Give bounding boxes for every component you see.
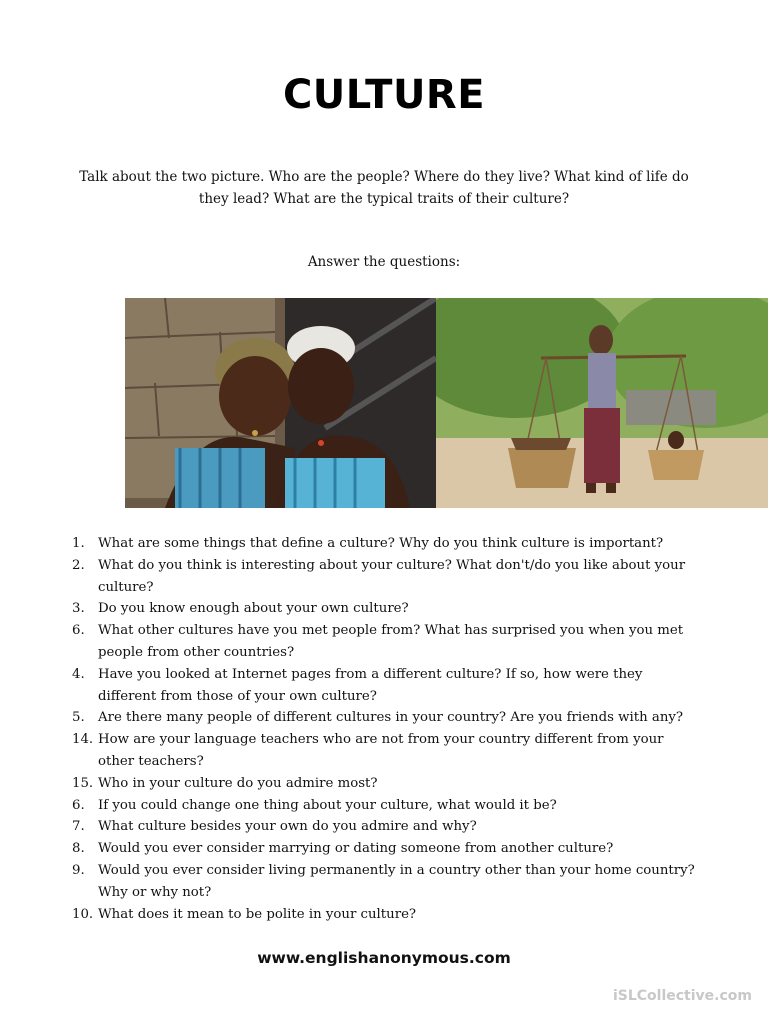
question-number: 8. [72, 841, 85, 857]
question-item [72, 707, 702, 729]
question-text: What culture besides your own do you admire and why? [98, 819, 477, 835]
question-item [72, 795, 702, 817]
question-item [72, 598, 702, 620]
question-text: Who in your culture do you admire most? [98, 775, 378, 791]
question-item [72, 555, 702, 599]
question-number: 7. [72, 819, 85, 835]
question-item [72, 773, 702, 795]
intro-instructions: Talk about the two picture. Who are the people? Where do they live? What kind of life do they lead? What are the typical traits of their culture? [79, 169, 689, 207]
question-item [72, 860, 702, 904]
question-text: What are some things that define a culture? Why do you think culture is important? [98, 536, 664, 551]
question-item [72, 533, 702, 555]
question-text: How are your language teachers who are not from your country different from your other teachers? [98, 732, 664, 769]
question-text: Would you ever consider marrying or dating someone from another culture? [98, 841, 614, 857]
question-text: Do you know enough about your own culture? [98, 601, 409, 617]
question-text: What does it mean to be polite in your culture? [98, 906, 417, 922]
question-item [72, 816, 702, 838]
question-number: 2. [72, 557, 85, 573]
question-text: Would you ever consider living permanently in a country other than your home country? Why or why not? [98, 862, 695, 900]
question-number: 10. [72, 906, 94, 922]
question-text: If you could change one thing about your culture, what would it be? [98, 797, 557, 813]
photo-two-african-girls [125, 298, 436, 508]
footer-website-url: www.englishanonymous.com [257, 949, 511, 967]
question-item [72, 729, 702, 773]
question-number: 9. [72, 862, 85, 878]
question-number: 1. [72, 536, 85, 551]
question-number: 5. [72, 710, 85, 726]
question-item [72, 904, 702, 926]
question-number: 14. [72, 732, 94, 748]
questions-list [72, 533, 702, 925]
answer-questions-label: Answer the questions: [307, 254, 461, 270]
question-number: 6. [72, 797, 85, 813]
page-title: CULTURE [282, 72, 486, 118]
question-number: 15. [72, 775, 94, 791]
question-text: Are there many people of different cultures in your country? Are you friends with any? [98, 710, 684, 726]
question-number: 3. [72, 601, 85, 617]
question-item [72, 838, 702, 860]
question-text: What do you think is interesting about your culture? What don't/do you like about your culture? [98, 557, 686, 595]
watermark-logo: iSLCollective.com [612, 988, 752, 1004]
question-number: 4. [72, 666, 85, 682]
question-text: Have you looked at Internet pages from a different culture? If so, how were they different from those of your own culture? [98, 666, 643, 704]
photo-woman-carrying-baskets [436, 298, 768, 508]
question-item [72, 664, 702, 708]
question-item [72, 620, 702, 664]
question-number: 6. [72, 623, 85, 639]
question-text: What other cultures have you met people from? What has surprised you when you met people from other countries? [98, 623, 684, 660]
